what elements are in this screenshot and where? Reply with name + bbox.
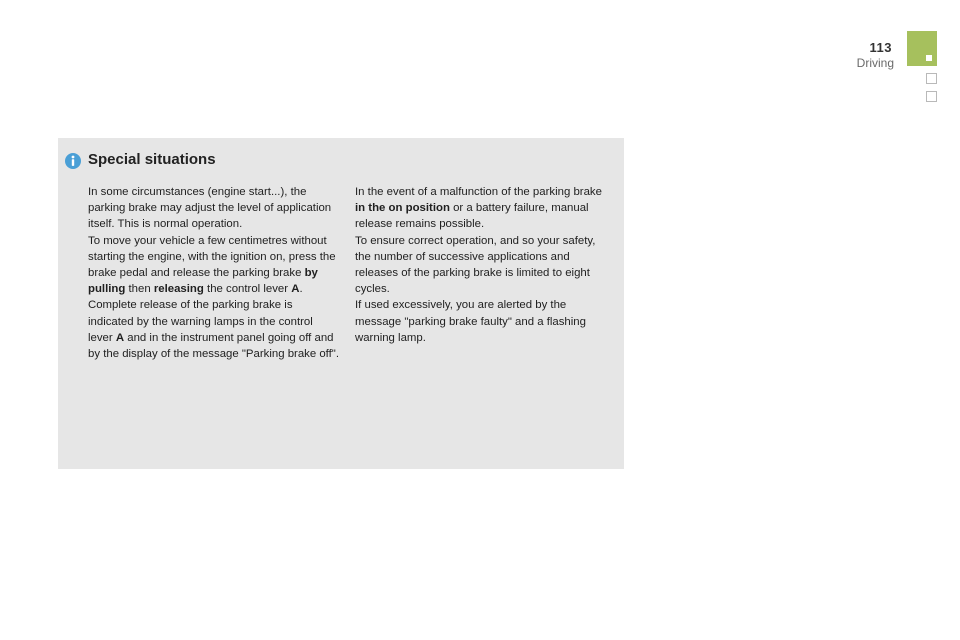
chapter-tab-active — [907, 31, 937, 66]
panel-title: Special situations — [88, 151, 216, 168]
info-icon — [65, 153, 81, 169]
bold-lever-a: A — [115, 331, 125, 344]
special-situations-panel — [58, 138, 624, 469]
bold-lever-a: A — [291, 283, 300, 296]
text-segment: then — [125, 283, 154, 296]
left-paragraph-1: In some circumstances (engine start...), the parking brake may adjust the level of application itself. This is normal operation. — [88, 186, 332, 231]
right-paragraph-1 — [355, 184, 613, 233]
left-column — [88, 184, 340, 362]
text-segment: and in the instrument panel going off and by the display of the message "Parking brake off". — [88, 331, 340, 361]
section-label: Driving — [856, 56, 894, 70]
text-segment: or a battery failure, manual release remains possible. — [355, 202, 589, 231]
bold-by-pulling: by pulling — [88, 267, 318, 296]
right-paragraph-3: If used excessively, you are alerted by the message "parking brake faulty" and a flashing warning lamp. — [355, 299, 586, 344]
text-segment: In the event of a malfunction of the parking brake — [355, 186, 602, 198]
bold-releasing: releasing — [153, 283, 204, 296]
text-segment: To move your vehicle a few centimetres without starting the engine, with the ignition on, press the brake pedal and release the parking brake — [88, 234, 336, 280]
text-segment: the control lever — [203, 283, 292, 296]
chapter-tab-box-1 — [926, 73, 937, 84]
chapter-tab-box-2 — [926, 91, 937, 102]
left-paragraph-2 — [88, 233, 340, 363]
right-paragraph-2: To ensure correct operation, and so your safety, the number of successive applications and releases of the parking brake is limited to eight cycles. — [355, 234, 596, 296]
right-column — [355, 184, 613, 346]
page-number: 113 — [869, 40, 892, 55]
bold-on-position: in the on position — [355, 202, 450, 215]
text-segment: . Complete release of the parking brake is indicated by the warning lamps in the control lever — [88, 283, 313, 344]
chapter-tab-dot — [926, 55, 932, 61]
